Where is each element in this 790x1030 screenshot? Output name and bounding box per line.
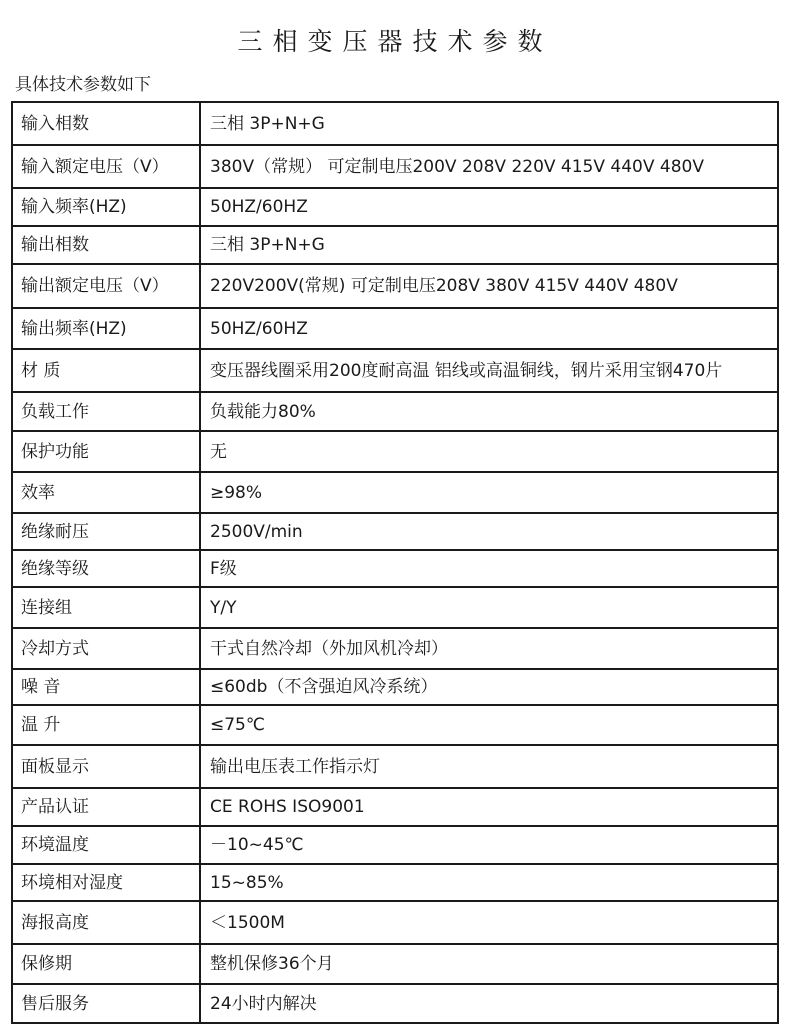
table-row bbox=[12, 349, 778, 392]
param-name: 环境相对湿度 bbox=[12, 864, 200, 901]
table-row bbox=[12, 308, 778, 349]
table-row bbox=[12, 587, 778, 628]
table-row bbox=[12, 864, 778, 901]
param-name: 负载工作 bbox=[12, 392, 200, 431]
table-row bbox=[12, 513, 778, 550]
param-value: －10~45℃ bbox=[200, 826, 778, 864]
param-name: 连接组 bbox=[12, 587, 200, 628]
param-name: 绝缘等级 bbox=[12, 550, 200, 587]
table-row bbox=[12, 984, 778, 1023]
param-value: 50HZ/60HZ bbox=[200, 188, 778, 226]
table-row bbox=[12, 188, 778, 226]
param-value: 50HZ/60HZ bbox=[200, 308, 778, 349]
param-value: 15~85% bbox=[200, 864, 778, 901]
param-name: 面板显示 bbox=[12, 745, 200, 788]
param-name: 输出频率(HZ) bbox=[12, 308, 200, 349]
table-row bbox=[12, 472, 778, 513]
table-row bbox=[12, 226, 778, 264]
page-title: 三相变压器技术参数 bbox=[237, 27, 553, 56]
param-value: 三相 3P+N+G bbox=[200, 226, 778, 264]
param-value: 整机保修36个月 bbox=[200, 944, 778, 984]
table-row bbox=[12, 102, 778, 145]
param-name: 效率 bbox=[12, 472, 200, 513]
param-name: 绝缘耐压 bbox=[12, 513, 200, 550]
param-name: 输入相数 bbox=[12, 102, 200, 145]
param-value: 220V200V(常规) 可定制电压208V 380V 415V 440V 480V bbox=[200, 264, 778, 308]
param-name: 环境温度 bbox=[12, 826, 200, 864]
table-row bbox=[12, 392, 778, 431]
param-name: 输入频率(HZ) bbox=[12, 188, 200, 226]
spec-table bbox=[11, 101, 779, 1024]
spec-table-body bbox=[12, 102, 778, 1023]
table-row bbox=[12, 628, 778, 669]
param-value: 380V（常规） 可定制电压200V 208V 220V 415V 440V 480V bbox=[200, 145, 778, 188]
param-value: ≥98% bbox=[200, 472, 778, 513]
param-name: 温 升 bbox=[12, 705, 200, 745]
param-value: Y/Y bbox=[200, 587, 778, 628]
table-row bbox=[12, 431, 778, 472]
table-row bbox=[12, 669, 778, 705]
table-caption: 具体技术参数如下 bbox=[15, 75, 151, 95]
table-row bbox=[12, 264, 778, 308]
param-value: 变压器线圈采用200度耐高温 铝线或高温铜线，钢片采用宝钢470片 bbox=[200, 349, 778, 392]
table-row bbox=[12, 145, 778, 188]
param-value: 干式自然冷却（外加风机冷却） bbox=[200, 628, 778, 669]
param-value: 输出电压表工作指示灯 bbox=[200, 745, 778, 788]
table-row bbox=[12, 826, 778, 864]
param-name: 输出相数 bbox=[12, 226, 200, 264]
param-name: 材 质 bbox=[12, 349, 200, 392]
param-name: 冷却方式 bbox=[12, 628, 200, 669]
param-value: 三相 3P+N+G bbox=[200, 102, 778, 145]
param-value: ≤75℃ bbox=[200, 705, 778, 745]
param-name: 海报高度 bbox=[12, 901, 200, 944]
param-name: 产品认证 bbox=[12, 788, 200, 826]
table-row bbox=[12, 550, 778, 587]
param-value: ≤60db（不含强迫风冷系统） bbox=[200, 669, 778, 705]
param-name: 售后服务 bbox=[12, 984, 200, 1023]
param-name: 输出额定电压（V） bbox=[12, 264, 200, 308]
table-row bbox=[12, 788, 778, 826]
table-row bbox=[12, 901, 778, 944]
table-row bbox=[12, 705, 778, 745]
param-value: 无 bbox=[200, 431, 778, 472]
param-name: 保修期 bbox=[12, 944, 200, 984]
param-value: 2500V/min bbox=[200, 513, 778, 550]
param-value: 负载能力80% bbox=[200, 392, 778, 431]
param-value: F级 bbox=[200, 550, 778, 587]
table-row bbox=[12, 745, 778, 788]
param-value: CE ROHS ISO9001 bbox=[200, 788, 778, 826]
table-row bbox=[12, 944, 778, 984]
param-value: 24小时内解决 bbox=[200, 984, 778, 1023]
param-name: 保护功能 bbox=[12, 431, 200, 472]
param-value: ＜1500M bbox=[200, 901, 778, 944]
param-name: 噪 音 bbox=[12, 669, 200, 705]
param-name: 输入额定电压（V） bbox=[12, 145, 200, 188]
